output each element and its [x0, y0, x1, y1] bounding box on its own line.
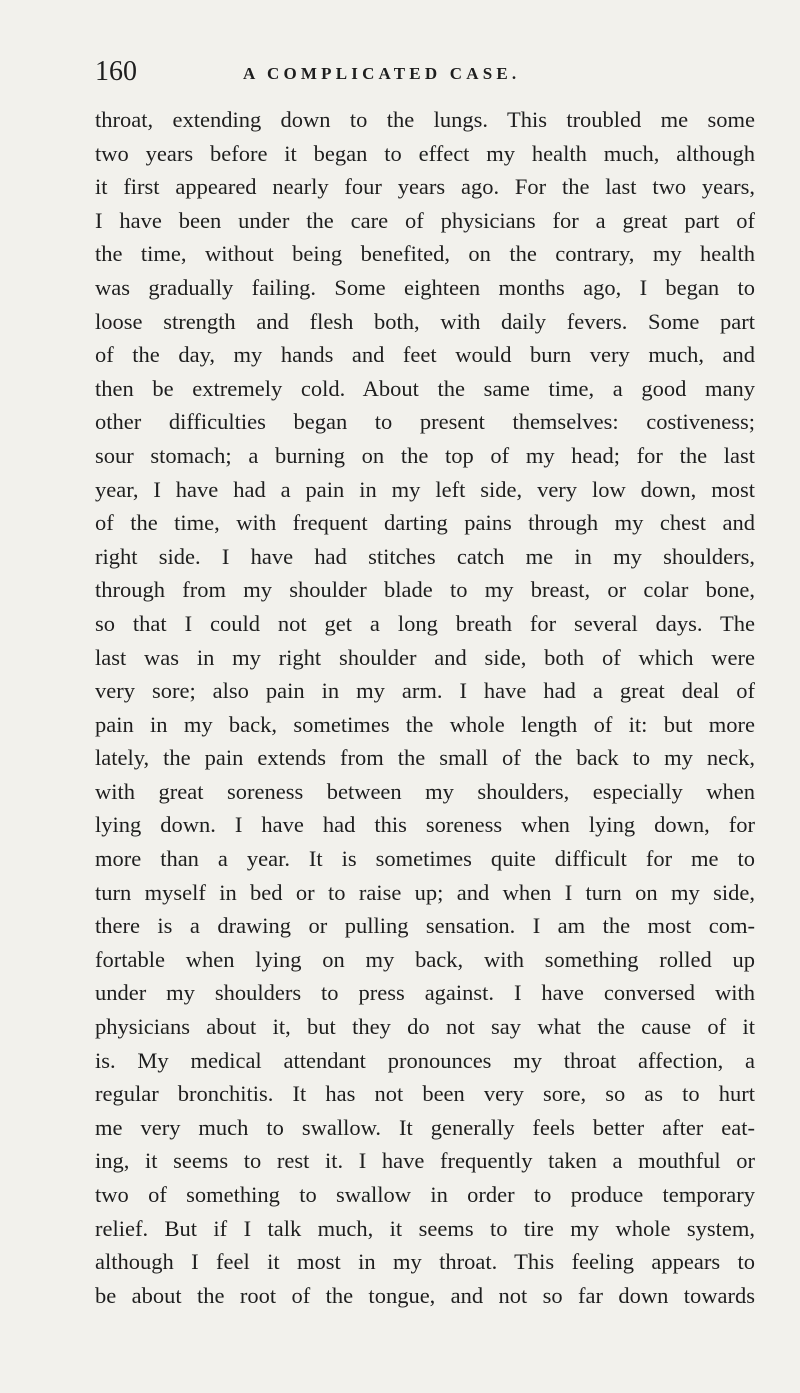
text-line: right side. I have had stitches catch me in my shoulders,: [95, 543, 755, 569]
text-line: is. My medical attendant pronounces my throat affection, a: [95, 1047, 755, 1073]
text-line: be about the root of the tongue, and not so far down towards: [95, 1282, 755, 1308]
text-line: there is a drawing or pulling sensation. I am the most com-: [95, 913, 755, 939]
text-line: sour stomach; a burning on the top of my head; for the last: [95, 442, 755, 468]
text-line: year, I have had a pain in my left side, very low down, most: [95, 476, 755, 502]
text-line: the time, without being benefited, on the contrary, my health: [95, 241, 755, 267]
text-line: of the time, with frequent darting pains through my chest and: [95, 510, 755, 536]
text-line: fortable when lying on my back, with something rolled up: [95, 946, 755, 972]
text-line: ing, it seems to rest it. I have frequently taken a mouthful or: [95, 1148, 755, 1174]
text-line: loose strength and flesh both, with daily fevers. Some part: [95, 308, 755, 334]
text-line: then be extremely cold. About the same time, a good many: [95, 375, 755, 401]
text-line: through from my shoulder blade to my breast, or colar bone,: [95, 577, 755, 603]
text-line: two of something to swallow in order to produce temporary: [95, 1182, 755, 1207]
text-line: very sore; also pain in my arm. I have had a great deal of: [95, 678, 755, 704]
text-line: regular bronchitis. It has not been very sore, so as to hurt: [95, 1081, 755, 1107]
text-line: under my shoulders to press against. I have conversed with: [95, 980, 755, 1006]
running-head: [95, 52, 755, 92]
text-line: with great soreness between my shoulders, especially when: [95, 778, 755, 804]
text-line: of the day, my hands and feet would burn very much, and: [95, 342, 755, 368]
text-line: physicians about it, but they do not say what the cause of it: [95, 1014, 755, 1040]
text-line: last was in my right shoulder and side, both of which were: [95, 644, 755, 670]
body-text: [95, 103, 755, 1312]
text-line: relief. But if I talk much, it seems to tire my whole system,: [95, 1215, 755, 1241]
text-line: lying down. I have had this soreness when lying down, for: [95, 812, 755, 838]
text-line: turn myself in bed or to raise up; and when I turn on my side,: [95, 879, 755, 905]
text-line: two years before it began to effect my health much, although: [95, 140, 755, 166]
text-line: other difficulties began to present themselves: costiveness;: [95, 409, 755, 435]
page-number: 160: [95, 56, 137, 87]
text-line: was gradually failing. Some eighteen months ago, I began to: [95, 274, 755, 300]
text-line: I have been under the care of physicians for a great part of: [95, 207, 755, 233]
text-line: more than a year. It is sometimes quite difficult for me to: [95, 846, 755, 872]
text-line: pain in my back, sometimes the whole length of it: but more: [95, 711, 755, 737]
running-title: A COMPLICATED CASE.: [243, 64, 521, 83]
text-line: me very much to swallow. It generally feels better after eat-: [95, 1114, 755, 1140]
text-line: although I feel it most in my throat. This feeling appears to: [95, 1249, 755, 1275]
text-line: throat, extending down to the lungs. This troubled me some: [95, 107, 755, 132]
text-line: so that I could not get a long breath for several days. The: [95, 610, 755, 636]
text-line: lately, the pain extends from the small of the back to my neck,: [95, 745, 755, 771]
text-line: it first appeared nearly four years ago. For the last two years,: [95, 174, 755, 200]
